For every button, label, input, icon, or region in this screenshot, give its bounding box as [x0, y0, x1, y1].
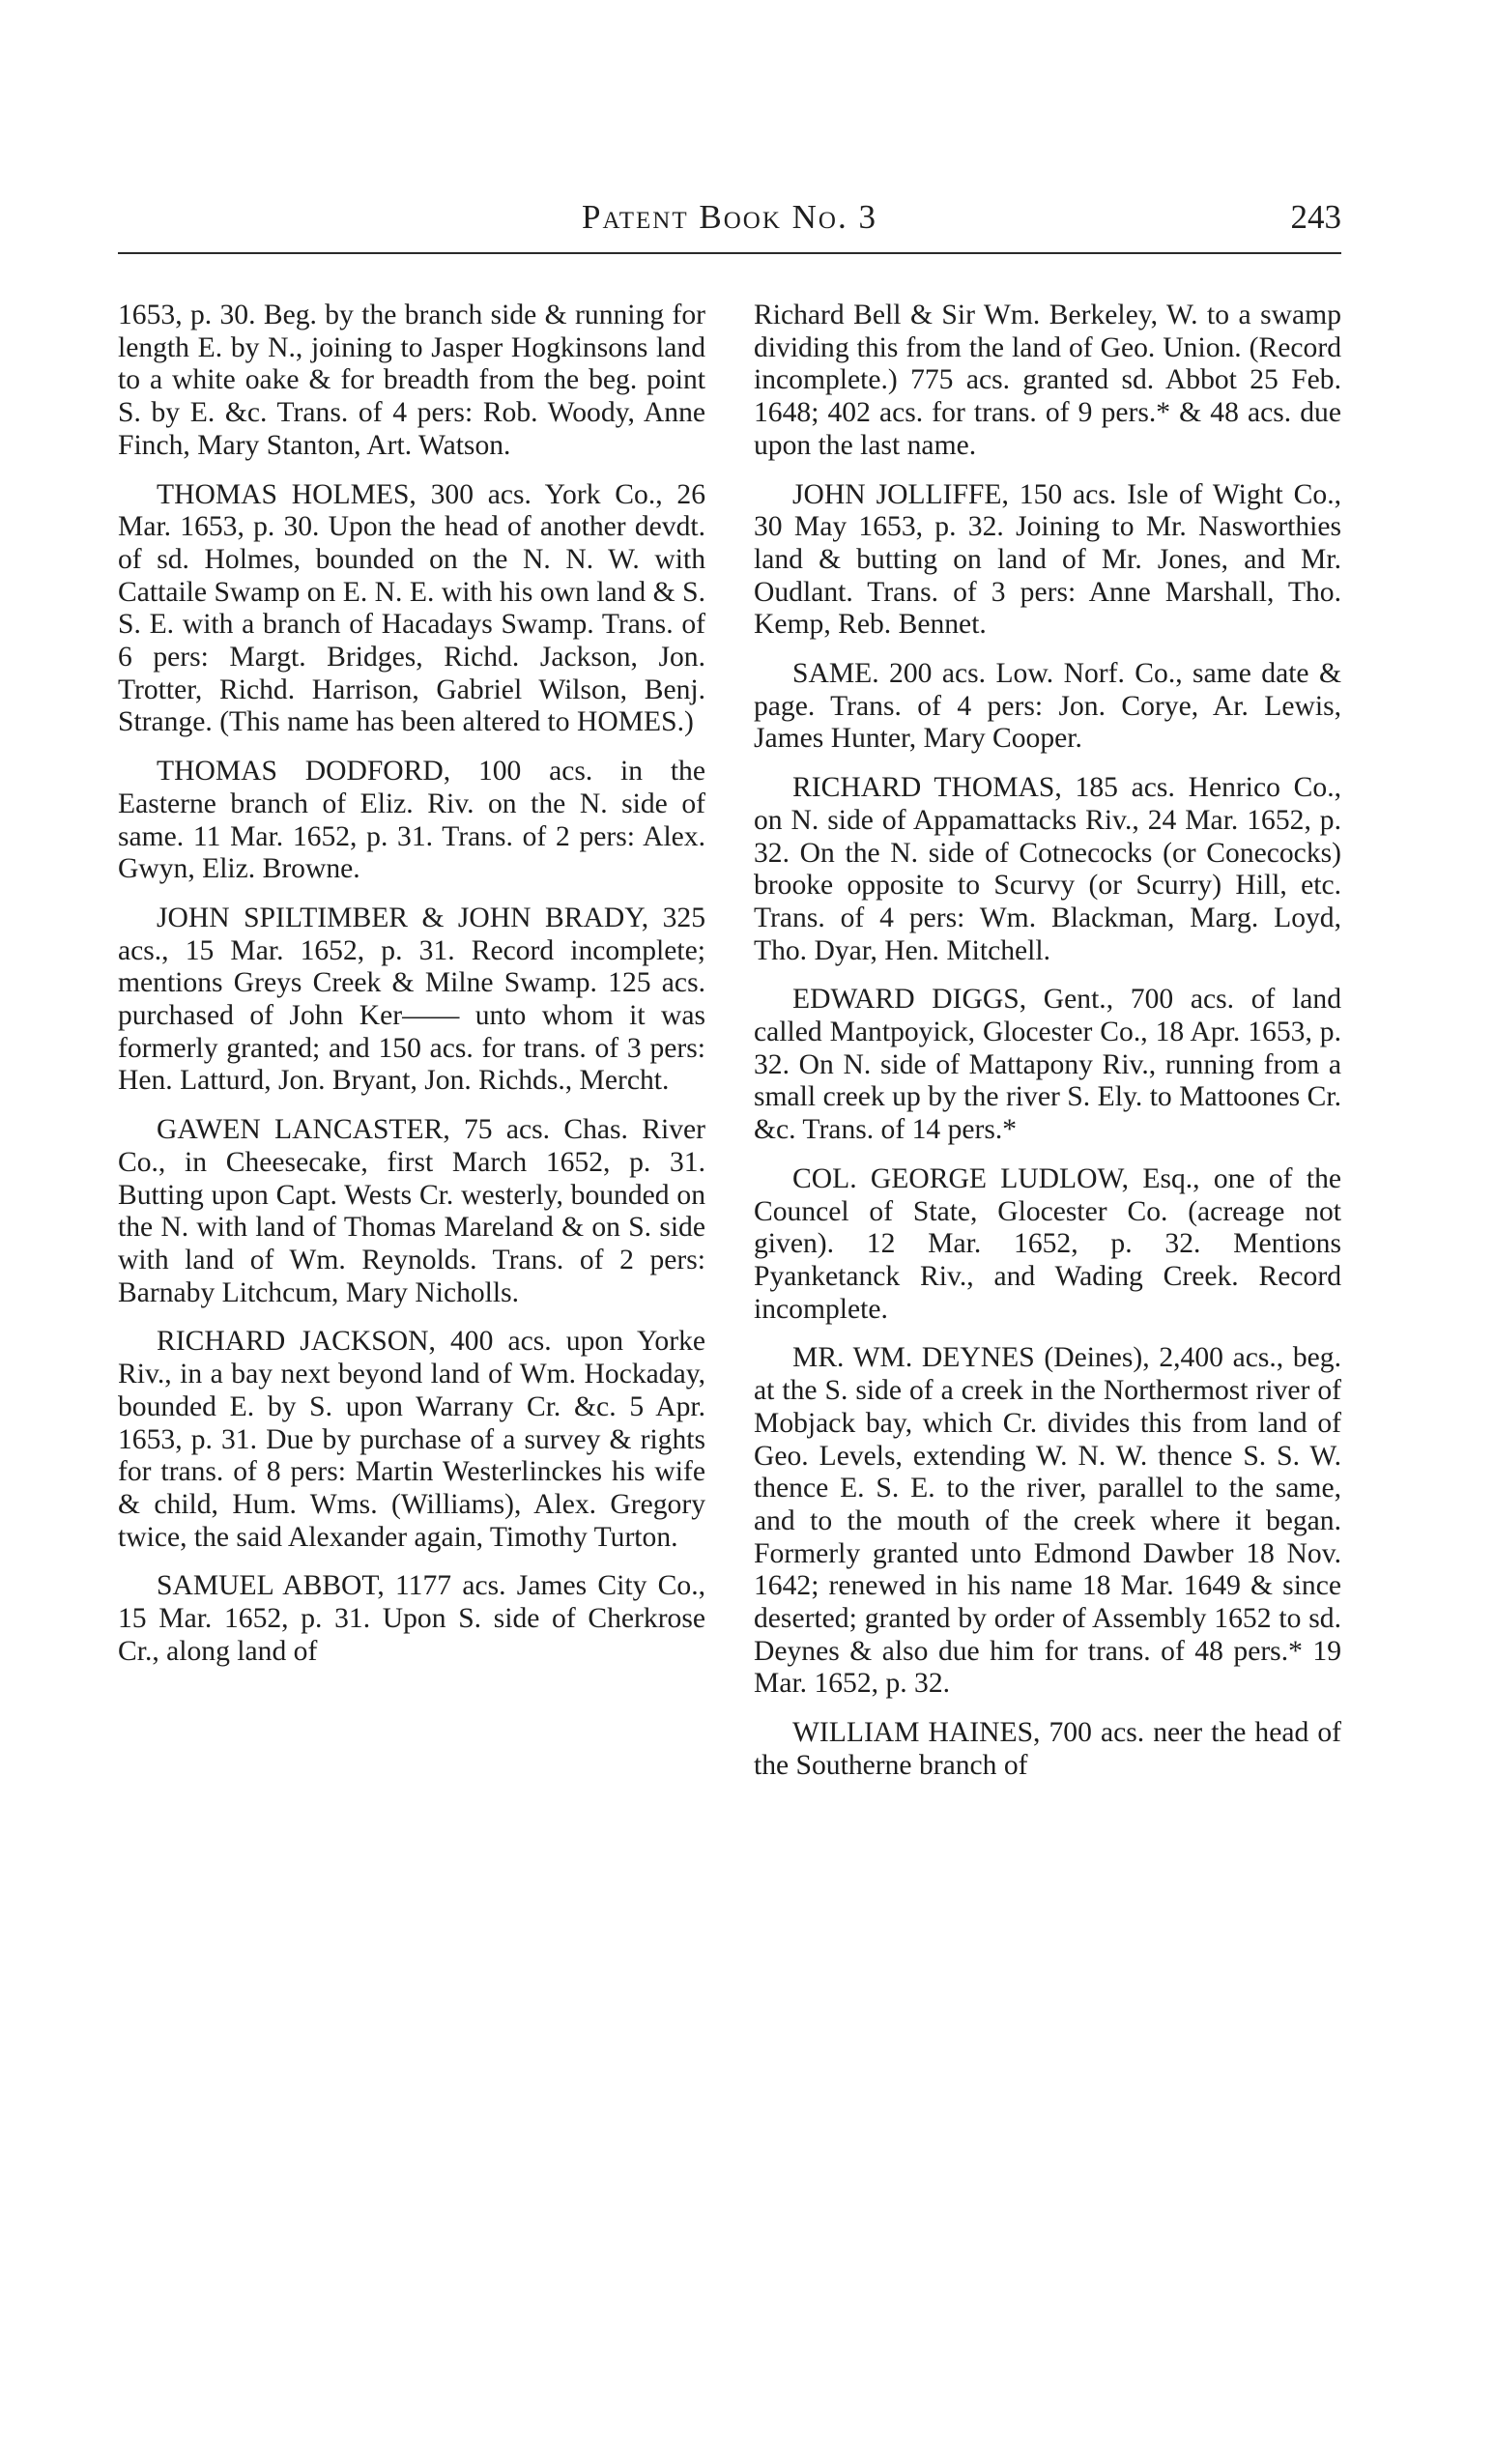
- entry-samuel-abbot: SAMUEL ABBOT, 1177 acs. James City Co., 15 Mar. 1652, p. 31. Upon S. side of Cherkrose Cr., along land of: [118, 1570, 705, 1667]
- running-title: Patent Book No. 3: [582, 198, 877, 236]
- left-column: [118, 300, 705, 1684]
- entry-george-ludlow: COL. GEORGE LUDLOW, Esq., one of the Councel of State, Glocester Co. (acreage not given). 12 Mar. 1652, p. 32. Mentions Pyanketanck Riv., and Wading Creek. Record incomplete.: [754, 1162, 1341, 1325]
- entry-continued: 1653, p. 30. Beg. by the branch side & running for length E. by N., joining to Jasper Hogkinsons land to a white oake & for breadth from the beg. point S. by E. &c. Trans. of 4 pers: Rob. Woody, Anne Finch, Mary Stanton, Art. Watson.: [118, 300, 705, 461]
- entry-thomas-holmes: THOMAS HOLMES, 300 acs. York Co., 26 Mar. 1653, p. 30. Upon the head of another devdt. of sd. Holmes, bounded on the N. N. W. with Cattaile Swamp on E. N. E. with his own land & S. S. E. with a branch of Hacadays Swamp. Trans. of 6 pers: Margt. Bridges, Richd. Jackson, Jon. Trotter, Richd. Harrison, Gabriel Wilson, Benj. Strange. (This name has been altered to HOMES.): [118, 478, 705, 738]
- header-rule: [118, 252, 1341, 254]
- page-number: 243: [1290, 198, 1341, 236]
- entry-john-jolliffe: JOHN JOLLIFFE, 150 acs. Isle of Wight Co., 30 May 1653, p. 32. Joining to Mr. Nasworthies land & butting on land of Mr. Jones, and Mr. Oudlant. Trans. of 3 pers: Anne Marshall, Tho. Kemp, Reb. Bennet.: [754, 478, 1341, 641]
- right-column: [754, 300, 1341, 1799]
- entry-spiltimber-brady: JOHN SPILTIMBER & JOHN BRADY, 325 acs., 15 Mar. 1652, p. 31. Record incomplete; mentions Greys Creek & Milne Swamp. 125 acs. purchased of John Ker—— unto whom it was formerly granted; and 150 acs. for trans. of 3 pers: Hen. Latturd, Jon. Bryant, Jon. Richds., Mercht.: [118, 902, 705, 1097]
- entry-gawen-lancaster: GAWEN LANCASTER, 75 acs. Chas. River Co., in Cheesecake, first March 1652, p. 31. Butting upon Capt. Wests Cr. westerly, bounded on the N. with land of Thomas Mareland & on S. side with land of Wm. Reynolds. Trans. of 2 pers: Barnaby Litchcum, Mary Nicholls.: [118, 1114, 705, 1308]
- entry-richard-thomas: RICHARD THOMAS, 185 acs. Henrico Co., on N. side of Appamattacks Riv., 24 Mar. 1652, p. 32. On the N. side of Cotnecocks (or Conecocks) brooke opposite to Scurvy (or Scurry) Hill, etc. Trans. of 4 pers: Wm. Blackman, Marg. Loyd, Tho. Dyar, Hen. Mitchell.: [754, 772, 1341, 966]
- entry-richard-jackson: RICHARD JACKSON, 400 acs. upon Yorke Riv., in a bay next beyond land of Wm. Hockaday, bounded E. by S. upon Warrany Cr. &c. 5 Apr. 1653, p. 31. Due by purchase of a survey & rights for trans. of 8 pers: Martin Westerlinckes his wife & child, Hum. Wms. (Williams), Alex. Gregory twice, the said Alexander again, Timothy Turton.: [118, 1326, 705, 1553]
- entry-same: SAME. 200 acs. Low. Norf. Co., same date & page. Trans. of 4 pers: Jon. Corye, Ar. Lewis, James Hunter, Mary Cooper.: [754, 658, 1341, 755]
- entry-thomas-dodford: THOMAS DODFORD, 100 acs. in the Easterne branch of Eliz. Riv. on the N. side of same. 11 Mar. 1652, p. 31. Trans. of 2 pers: Alex. Gwyn, Eliz. Browne.: [118, 756, 705, 885]
- entry-edward-diggs: EDWARD DIGGS, Gent., 700 acs. of land called Mantpoyick, Glocester Co., 18 Apr. 1653, p. 32. On N. side of Mattapony Riv., running from a small creek up by the river S. Ely. to Mattoones Cr. &c. Trans. of 14 pers.*: [754, 984, 1341, 1146]
- entry-william-haines: WILLIAM HAINES, 700 acs. neer the head of the Southerne branch of: [754, 1717, 1341, 1781]
- entry-wm-deynes: MR. WM. DEYNES (Deines), 2,400 acs., beg. at the S. side of a creek in the Northermost river of Mobjack bay, which Cr. divides this from land of Geo. Levels, extending W. N. W. thence S. S. W. thence E. S. E. to the river, parallel to the same, and to the mouth of the creek where it began. Formerly granted unto Edmond Dawber 18 Nov. 1642; renewed in his name 18 Mar. 1649 & since deserted; granted by order of Assembly 1652 to sd. Deynes & also due him for trans. of 48 pers.* 19 Mar. 1652, p. 32.: [754, 1342, 1341, 1700]
- entry-samuel-abbot-continued: Richard Bell & Sir Wm. Berkeley, W. to a swamp dividing this from the land of Geo. Union. (Record incomplete.) 775 acs. granted sd. Abbot 25 Feb. 1648; 402 acs. for trans. of 9 pers.* & 48 acs. due upon the last name.: [754, 300, 1341, 461]
- running-head: [118, 198, 1341, 246]
